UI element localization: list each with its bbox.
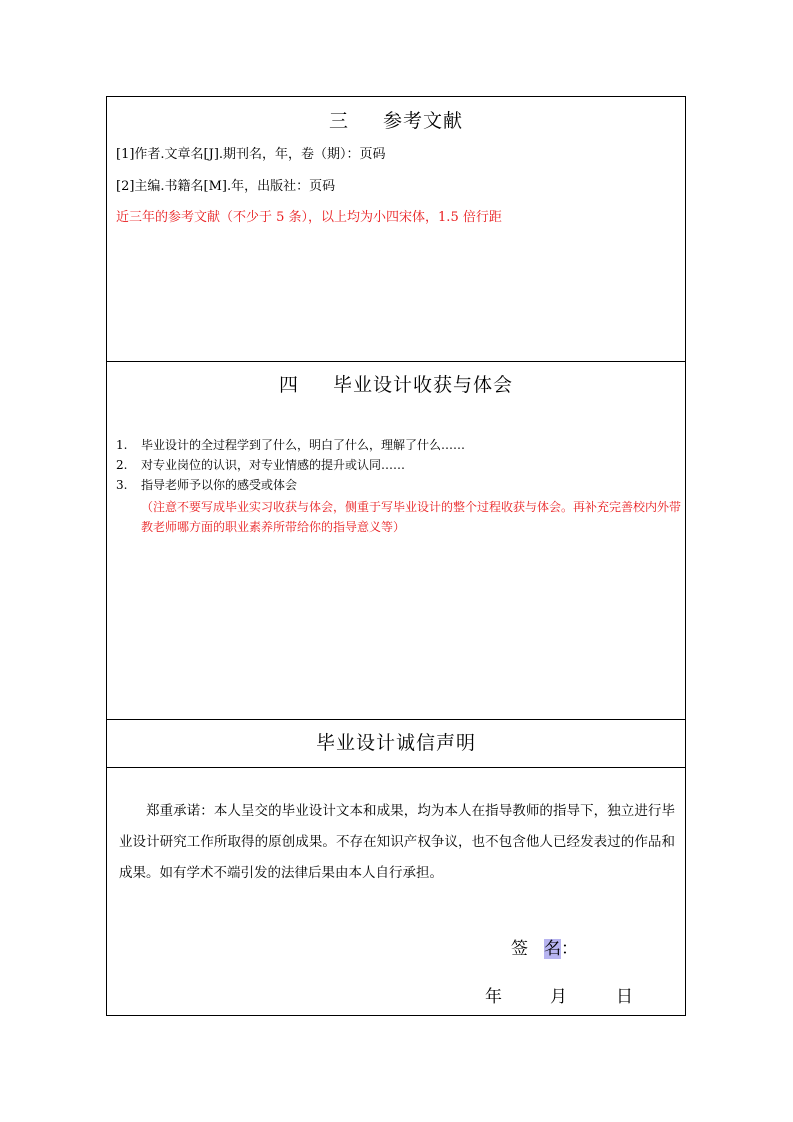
- form-table: [106, 96, 686, 1016]
- reflection-list: [116, 435, 681, 495]
- list-item: [116, 475, 681, 495]
- list-item: [116, 455, 681, 475]
- list-item: [116, 435, 681, 455]
- signature-label-b: 名: [544, 939, 561, 959]
- section3-number: 三: [328, 110, 349, 132]
- section4-title: 毕业设计收获与体会: [333, 374, 514, 396]
- list-text: 指导老师予以你的感受或体会: [141, 478, 298, 492]
- signature-colon: ：: [561, 939, 578, 959]
- reference-item: [1]作者.文章名[J].期刊名，年，卷（期）：页码: [116, 147, 386, 162]
- declaration-title: 毕业设计诚信声明: [315, 732, 476, 754]
- section-divider: [107, 767, 685, 768]
- section-divider: [107, 361, 685, 362]
- section4-number: 四: [278, 374, 299, 396]
- section3-title: 参考文献: [383, 110, 464, 132]
- date-month-label: 月: [550, 987, 567, 1007]
- date-day-label: 日: [616, 987, 633, 1007]
- list-number: 2.: [116, 458, 128, 472]
- date-year-label: 年: [485, 987, 502, 1007]
- reference-note: 近三年的参考文献（不少于 5 条），以上均为小四宋体，1.5 倍行距: [116, 210, 502, 225]
- section-divider: [107, 719, 685, 720]
- reflection-note: （注意不要写成毕业实习收获与体会，侧重于写毕业设计的整个过程收获与体会。再补充完善校内外带教老师哪方面的职业素养所带给你的指导意义等）: [141, 500, 682, 534]
- section3-heading: [107, 109, 685, 133]
- list-text: 对专业岗位的认识，对专业情感的提升或认同……: [141, 458, 406, 472]
- list-number: 3.: [116, 478, 128, 492]
- list-number: 1.: [116, 438, 128, 452]
- signature-label-a: 签: [511, 939, 528, 959]
- reference-item: [2]主编.书籍名[M].年，出版社：页码: [116, 179, 336, 194]
- section4-heading: [107, 373, 685, 397]
- list-text: 毕业设计的全过程学到了什么，明白了什么，理解了什么……: [141, 438, 466, 452]
- declaration-body: 郑重承诺：本人呈交的毕业设计文本和成果，均为本人在指导教师的指导下，独立进行毕业设计研究工作所取得的原创成果。不存在知识产权争议，也不包含他人已经发表过的作品和成果。如有学术不端引发的法律后果由本人自行承担。: [119, 803, 675, 881]
- signature-line: [511, 935, 578, 963]
